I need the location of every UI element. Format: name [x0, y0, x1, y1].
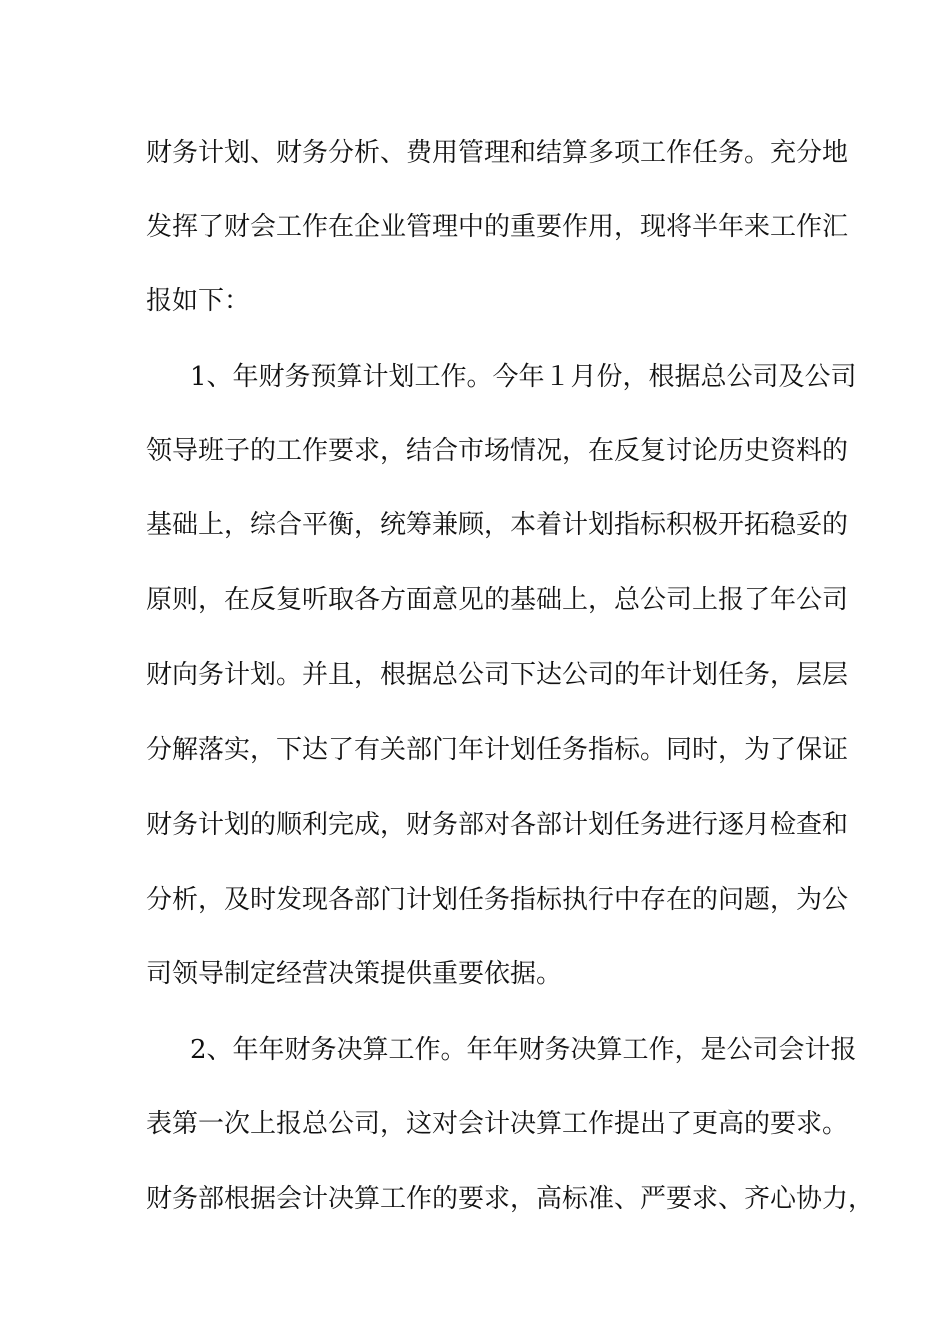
text-line: 领导班子的工作要求，结合市场情况，在反复讨论历史资料的 — [146, 436, 849, 466]
text-line: 表第一次上报总公司，这对会计决算工作提出了更高的要求。 — [146, 1109, 849, 1139]
text-line: 司领导制定经营决策提供重要依据。 — [146, 959, 563, 989]
text-line: 分解落实，下达了有关部门年计划任务指标。同时，为了保证 — [146, 735, 849, 765]
paragraph-start-line: 1、年财务预算计划工作。今年１月份，根据总公司及公司 — [190, 362, 857, 392]
paragraph-start-line: 2、年年财务决算工作。年年财务决算工作，是公司会计报 — [190, 1035, 857, 1065]
text-line: 原则，在反复听取各方面意见的基础上，总公司上报了年公司 — [146, 585, 849, 615]
text-line: 财务计划的顺利完成，财务部对各部计划任务进行逐月检查和 — [146, 810, 849, 840]
text-line: 财务计划、财务分析、费用管理和结算多项工作任务。充分地 — [146, 138, 849, 168]
text-line: 报如下： — [146, 286, 251, 316]
text-line: 基础上，综合平衡，统筹兼顾，本着计划指标积极开拓稳妥的 — [146, 510, 849, 540]
text-line: 分析，及时发现各部门计划任务指标执行中存在的问题，为公 — [146, 885, 849, 915]
text-line: 财向务计划。并且，根据总公司下达公司的年计划任务，层层 — [146, 660, 849, 690]
text-line: 财务部根据会计决算工作的要求，高标准、严要求、齐心协力， — [146, 1184, 875, 1214]
text-line: 发挥了财会工作在企业管理中的重要作用，现将半年来工作汇 — [146, 212, 849, 242]
